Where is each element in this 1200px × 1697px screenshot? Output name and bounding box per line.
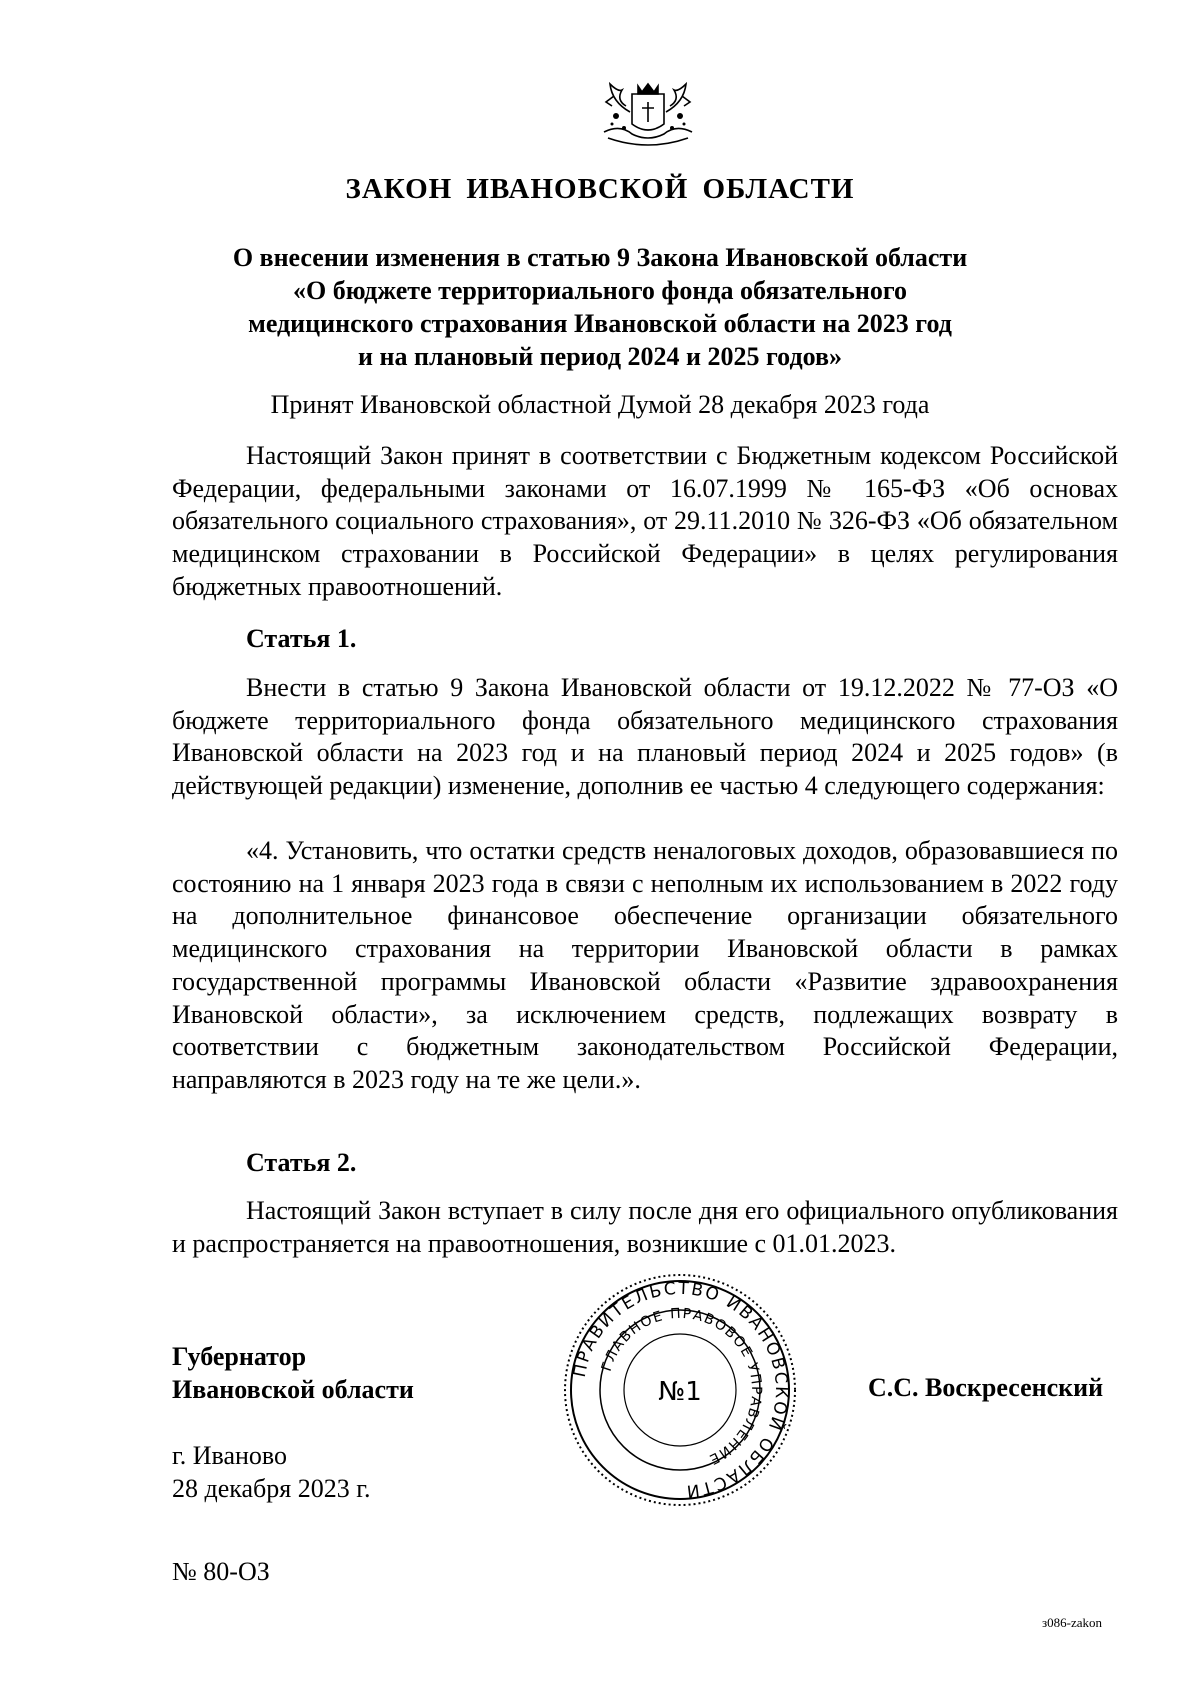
seal-inner-text: ГЛАВНОЕ ПРАВОВОЕ УПРАВЛЕНИЕ [598,1305,765,1468]
law-subtitle [0,241,1200,373]
official-seal-icon [560,1270,800,1510]
subtitle-line: медицинского страхования Ивановской области на 2023 год [248,309,952,338]
subtitle-line: и на плановый период 2024 и 2025 годов» [358,342,842,371]
city: г. Иваново [172,1441,287,1470]
preamble-paragraph: Настоящий Закон принят в соответствии с Бюджетным кодексом Российской Федерации, федеральными законами от 16.07.1999 № 165-ФЗ «Об основах обязательного социального страхования», от 29.11.2010 № 326-ФЗ «Об обязательном медицинском страховании в Российской Федерации» в целях регулирования бюджетных правоотношений. [172,441,1118,601]
subtitle-line: О внесении изменения в статью 9 Закона Ивановской области [232,243,968,272]
signatory-role-line: Ивановской области [172,1375,414,1404]
article-1-heading: Статья 1. [246,624,357,653]
signing-date: 28 декабря 2023 г. [172,1474,371,1503]
article-2-text: Настоящий Закон вступает в силу после дня его официального опубликования и распространяется на правоотношения, возникшие с 01.01.2023. [172,1196,1118,1258]
seal-outer-text: ПРАВИТЕЛЬСТВО ИВАНОВСКОЙ ОБЛАСТИ [569,1278,792,1502]
subtitle-line: «О бюджете территориального фонда обязательного [292,276,907,305]
coat-of-arms-icon [592,72,704,154]
article-1-text: Внести в статью 9 Закона Ивановской области от 19.12.2022 № 77-ОЗ «О бюджете территориального фонда обязательного медицинского страхования Ивановской области на 2023 год и на плановый период 2024 и 2025 годов» (в действующей редакции) изменение, дополнив ее частью 4 следующего содержания: [172,673,1118,801]
signatory-role-line: Губернатор [172,1342,307,1371]
signatory-name: С.С. Воскресенский [868,1373,1104,1402]
seal-number: №1 [658,1377,702,1407]
place-and-date [172,1439,370,1505]
article-2-heading: Статья 2. [246,1148,357,1177]
document-title: ЗАКОН ИВАНОВСКОЙ ОБЛАСТИ [345,173,855,205]
signatory-title [172,1340,414,1406]
article-1-quote: «4. Установить, что остатки средств неналоговых доходов, образовавшиеся по состоянию на 1 января 2023 года в связи с неполным их использованием в 2022 году на дополнительное финансовое обеспечение организации обязательного медицинского страхования на территории Ивановской области в рамках государственной программы Ивановской области «Развитие здравоохранения Ивановской области», за исключением средств, подлежащих возврату в соответствии с бюджетным законодательством Российской Федерации, направляются в 2023 году на те же цели.». [172,836,1118,1094]
law-number: № 80-ОЗ [172,1557,270,1586]
document-code: з086-zakon [1042,1615,1103,1630]
adoption-note: Принят Ивановской областной Думой 28 декабря 2023 года [270,390,930,419]
